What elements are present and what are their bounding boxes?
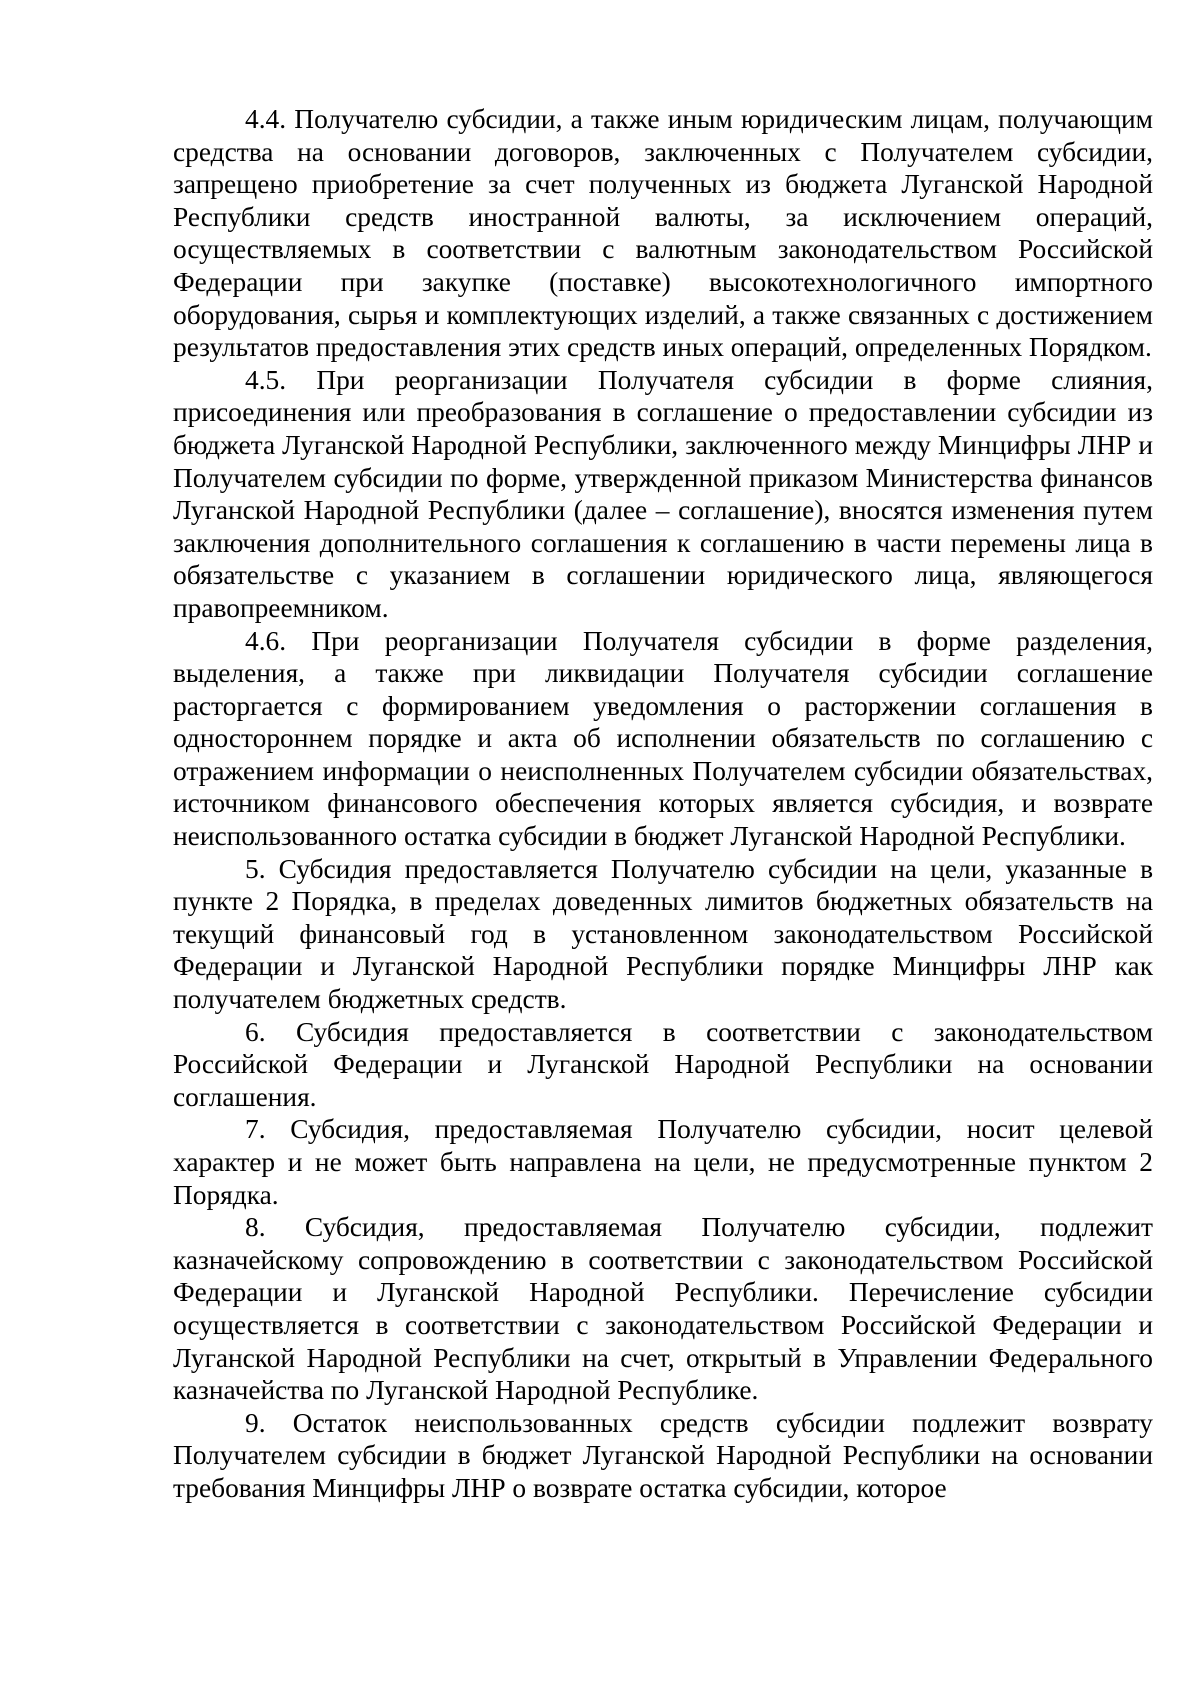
paragraph-5: 5. Субсидия предоставляется Получателю субсидии на цели, указанные в пункте 2 Порядка, в пределах доведенных лимитов бюджетных обязательств на текущий финансовый год в установленном законодательством Российской Федерации и Луганской Народной Республики порядке Минцифры ЛНР как получателем бюджетных средств. — [173, 853, 1153, 1015]
paragraph-7: 7. Субсидия, предоставляемая Получателю субсидии, носит целевой характер и не может быть направлена на цели, не предусмотренные пунктом 2 Порядка. — [173, 1114, 1153, 1210]
paragraph-4-6: 4.6. При реорганизации Получателя субсидии в форме разделения, выделения, а также при ликвидации Получателя субсидии соглашение расторгается с формированием уведомления о расторжении соглашения в одностороннем порядке и акта об исполнении обязательств по соглашению с отражением информации о неисполненных Получателем субсидии обязательствах, источником финансового обеспечения которых является субсидия, и возврате неиспользованного остатка субсидии в бюджет Луганской Народной Республики. — [173, 625, 1153, 852]
paragraph-9: 9. Остаток неиспользованных средств субсидии подлежит возврату Получателем субсидии в бюджет Луганской Народной Республики на основании требования Минцифры ЛНР о возврате остатка субсидии, которое — [173, 1407, 1153, 1503]
document-page — [173, 103, 1153, 1505]
paragraph-4-5: 4.5. При реорганизации Получателя субсидии в форме слияния, присоединения или преобразования в соглашение о предоставлении субсидии из бюджета Луганской Народной Республики, заключенного между Минцифры ЛНР и Получателем субсидии по форме, утвержденной приказом Министерства финансов Луганской Народной Республики (далее – соглашение), вносятся изменения путем заключения дополнительного соглашения к соглашению в части перемены лица в обязательстве с указанием в соглашении юридического лица, являющегося правопреемником. — [173, 364, 1153, 623]
paragraph-4-4: 4.4. Получателю субсидии, а также иным юридическим лицам, получающим средства на основании договоров, заключенных с Получателем субсидии, запрещено приобретение за счет полученных из бюджета Луганской Народной Республики средств иностранной валюты, за исключением операций, осуществляемых в соответствии с валютным законодательством Российской Федерации при закупке (поставке) высокотехнологичного импортного оборудования, сырья и комплектующих изделий, а также связанных с достижением результатов предоставления этих средств иных операций, определенных Порядком. — [173, 104, 1153, 363]
paragraph-6: 6. Субсидия предоставляется в соответствии с законодательством Российской Федерации и Луганской Народной Республики на основании соглашения. — [173, 1016, 1153, 1112]
paragraph-8: 8. Субсидия, предоставляемая Получателю субсидии, подлежит казначейскому сопровождению в соответствии с законодательством Российской Федерации и Луганской Народной Республики. Перечисление субсидии осуществляется в соответствии с законодательством Российской Федерации и Луганской Народной Республики на счет, открытый в Управлении Федерального казначейства по Луганской Народной Республике. — [173, 1212, 1153, 1406]
